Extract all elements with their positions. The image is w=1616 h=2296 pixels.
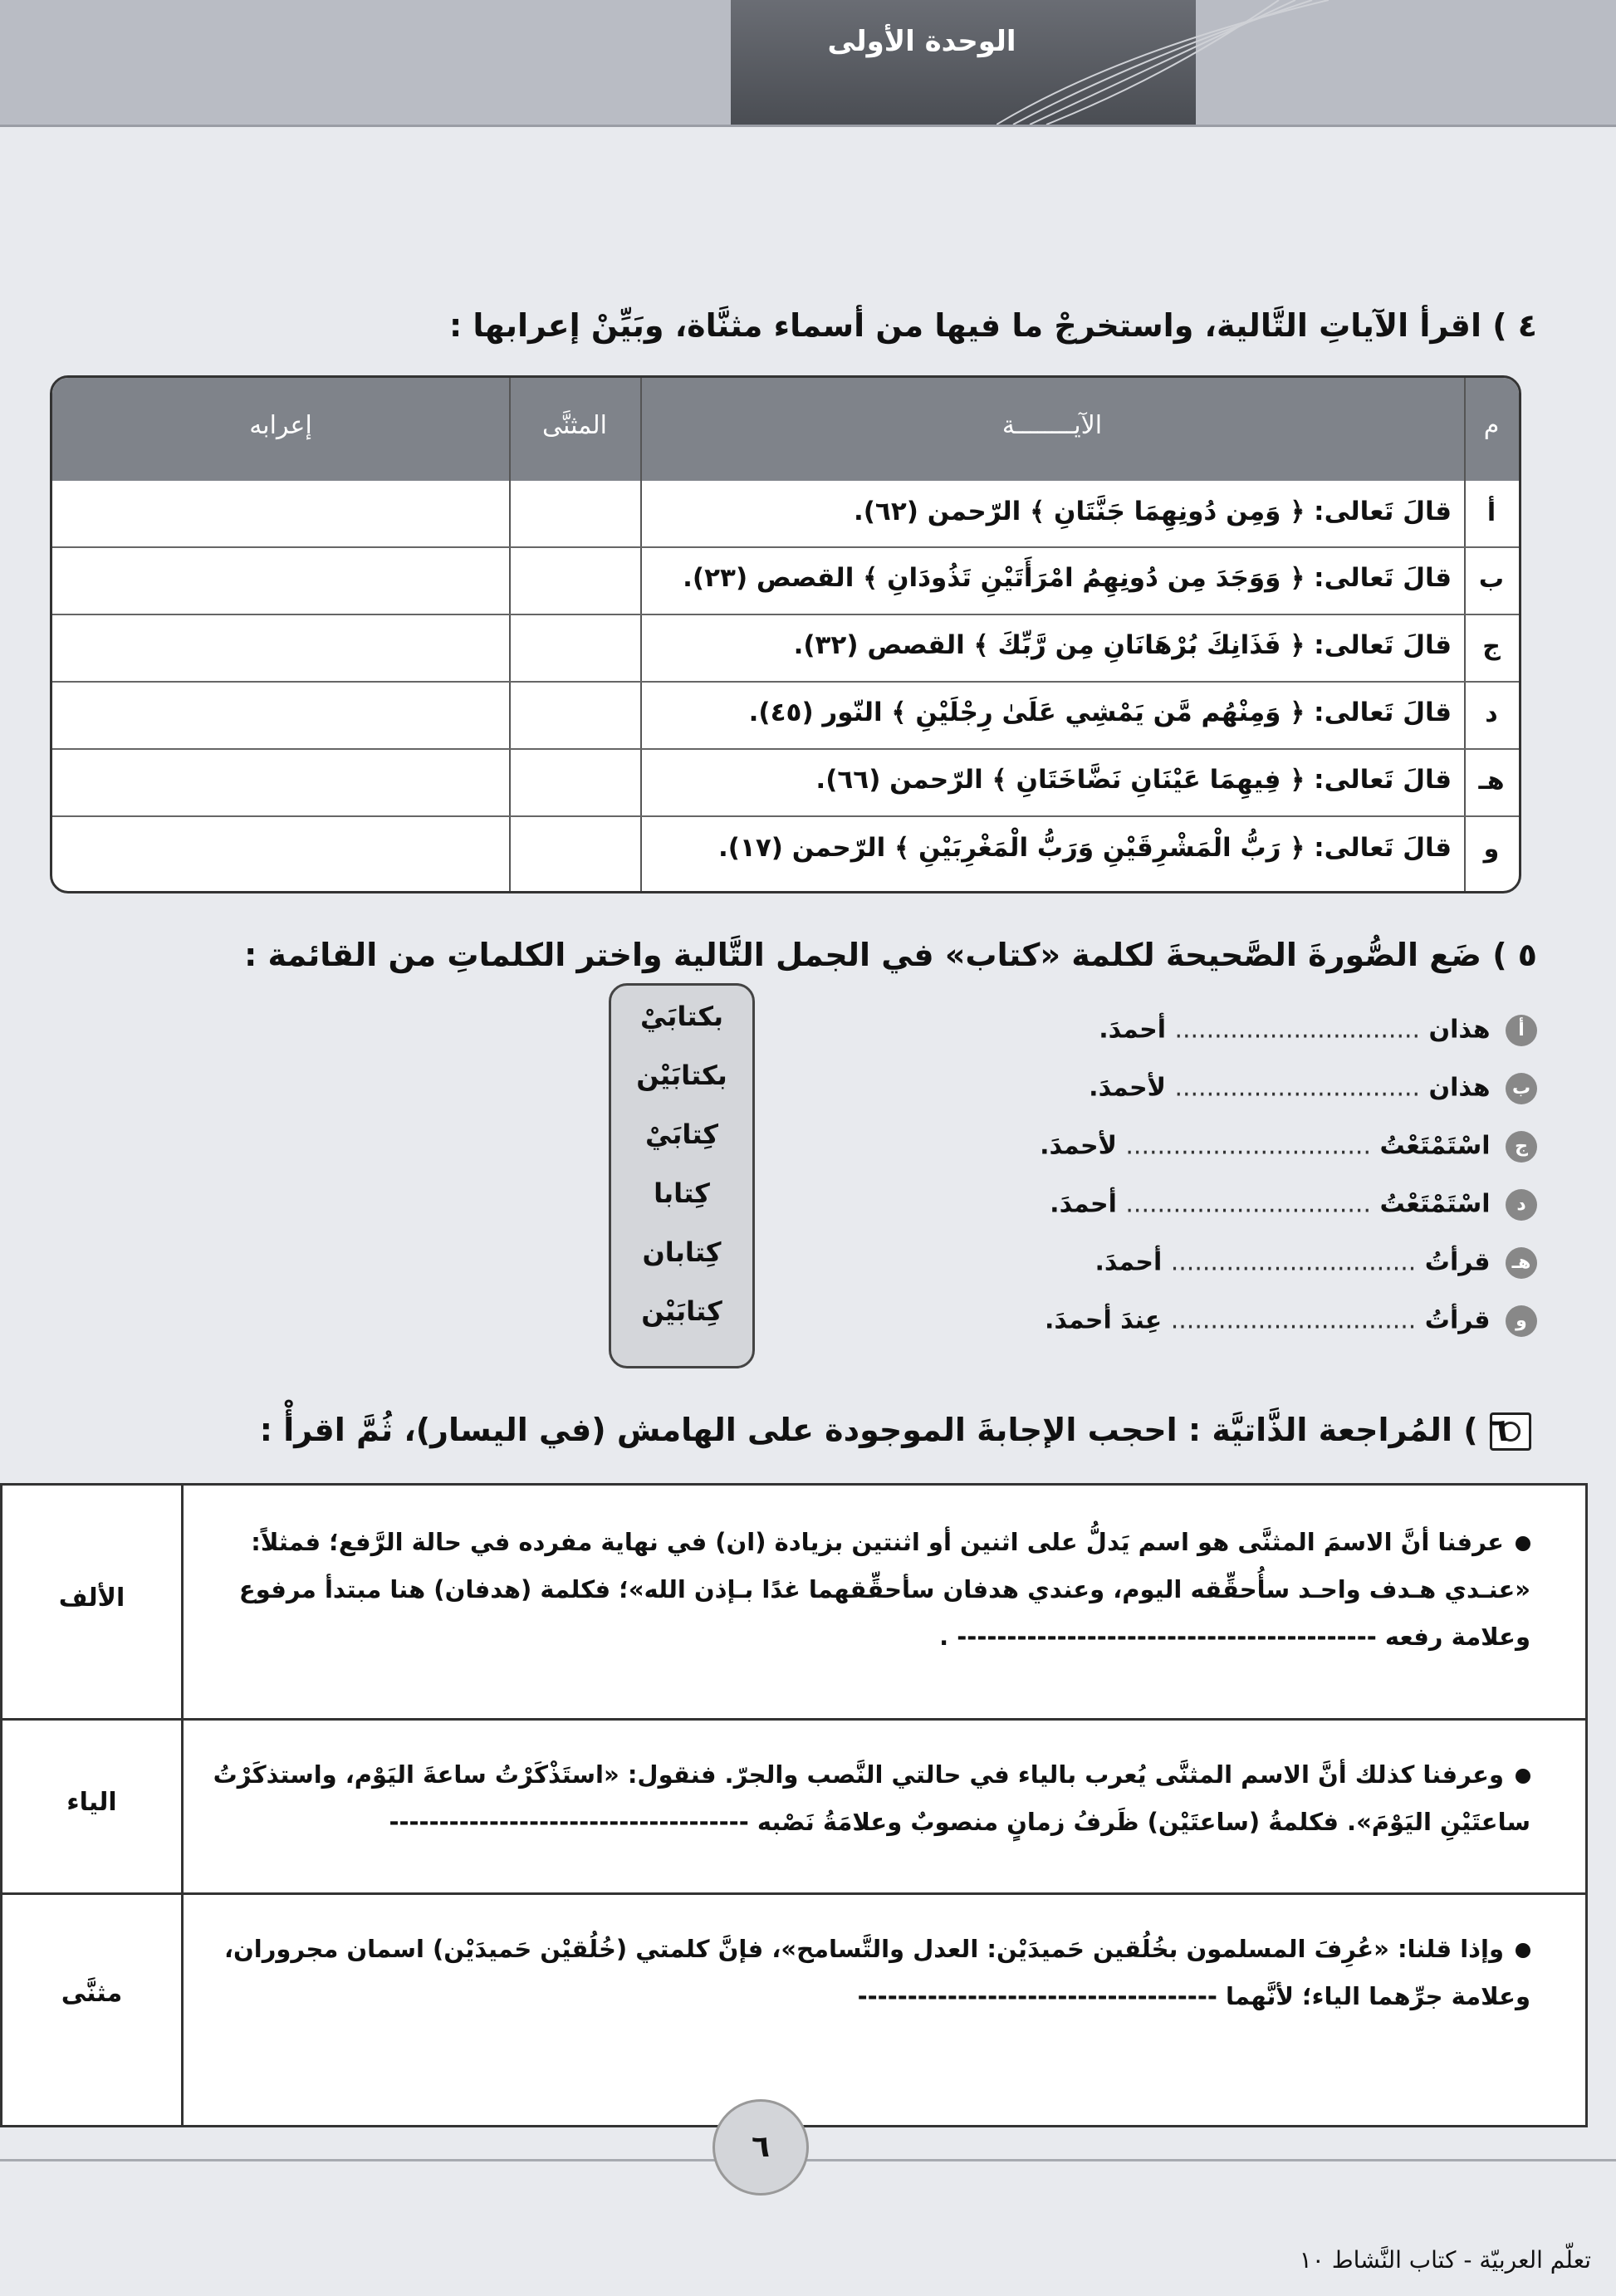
sentence-end: أحمدَ. (1094, 1247, 1163, 1277)
row-divider (2, 1892, 1585, 1895)
sentence-end: أحمدَ. (1099, 1015, 1166, 1045)
bullet-icon (1516, 1943, 1530, 1958)
review-text: عرفنا أنَّ الاسمَ المثنَّى هو اسم يَدلُّ على اثنين أو اثنتين بزيادة (ان) في نهاية مفرده في حالة الرَّفع؛ فمثلاً: «عنـدي هـدف واحـد سأُحقِّقه اليوم، وعندي هدفان سأحقِّقهما غدًا بـإذن الله»؛ فكلمة (هدفان) هنا مبتدأ مرفوع وعلامة رفعه ------------------------------------------ . (238, 1528, 1530, 1651)
review-text: وعرفنا كذلك أنَّ الاسم المثنَّى يُعرب بالياء في حالتي النَّصب والجرّ. فنقول: «استَذْكَرْتُ ساعةَ اليَوْم، واستذكَرْتُ ساعتَيْنِ اليَوْمَ». فكلمةُ (ساعتَيْن) ظَرفُ زمانٍ منصوبٌ وعلامَةُ نَصْبه ------------------------------------ (213, 1760, 1530, 1836)
margin-answer[interactable]: الياء (66, 1788, 117, 1817)
row-divider (52, 614, 1519, 615)
review-paragraph (202, 1751, 1530, 1846)
header-parsing: إعرابه (249, 411, 312, 440)
item-badge: و (1506, 1305, 1537, 1337)
review-paragraph (202, 1926, 1530, 2020)
item-badge: أ (1506, 1015, 1537, 1046)
sentence-start: اسْتَمْتَعْتُ (1379, 1189, 1491, 1219)
word-bank (609, 983, 755, 1368)
margin-answer[interactable]: الألف (58, 1584, 125, 1613)
word-option[interactable]: كِتابَيْ (644, 1119, 719, 1150)
answer-blank[interactable]: ............................... (1170, 1247, 1417, 1277)
footer-rule (0, 2159, 1616, 2161)
verses-table (50, 375, 1521, 893)
item-badge: د (1506, 1189, 1537, 1221)
sentence-start: قرأتُ (1424, 1247, 1491, 1277)
sentence-end: لأحمدَ. (1040, 1131, 1117, 1161)
header-dual: المثنَّى (542, 411, 607, 440)
sentence-line (790, 1015, 1537, 1046)
header-num: م (1483, 411, 1500, 440)
self-review-table (0, 1483, 1588, 2127)
verse-text: قالَ تَعالى: ﴿ وَوَجَدَ مِن دُونِهِمُ امْرَأَتَيْنِ تَذُودَانِ ﴾ القصص (٢٣). (683, 563, 1452, 593)
table-divider (181, 1486, 184, 2125)
table-divider (509, 378, 511, 891)
item-badge: ج (1506, 1131, 1537, 1163)
section-5-title: ٥ ) ضَع الصُّورةَ الصَّحيحةَ لكلمة «كتاب» في الجمل التَّالية واختر الكلماتِ من القائمة : (244, 937, 1537, 973)
answer-blank[interactable]: ............................... (1125, 1189, 1371, 1219)
answer-blank[interactable]: ............................... (1174, 1015, 1421, 1045)
margin-answer[interactable]: مثنَّى (61, 1979, 123, 2008)
sentence-end: عِندَ أحمدَ. (1045, 1305, 1163, 1335)
sentence-start: هذان (1428, 1015, 1491, 1045)
bullet-icon (1516, 1769, 1530, 1784)
row-letter: ج (1482, 632, 1501, 661)
review-text: وإذا قلنا: «عُرِفَ المسلمون بخُلُقين حَميدَيْن: العدل والتَّسامح»، فإنَّ كلمتي (خُلُقيْن حَميدَيْن) اسمان مجروران، وعلامة جرِّهما الياء؛ لأنَّهما ------------------------------------ (223, 1935, 1530, 2010)
answer-blank[interactable]: ............................... (1170, 1305, 1417, 1335)
review-paragraph (202, 1519, 1530, 1661)
verse-text: قالَ تَعالى: ﴿ وَمِنْهُم مَّن يَمْشِي عَلَىٰ رِجْلَيْنِ ﴾ النّور (٤٥). (748, 698, 1452, 727)
row-divider (52, 681, 1519, 683)
word-option[interactable]: كِتابان (642, 1236, 722, 1268)
sentence-line (790, 1131, 1537, 1163)
header-verse: الآيــــــــة (1001, 411, 1103, 440)
page-number: ٦ (713, 2099, 809, 2196)
sentence-end: أحمدَ. (1050, 1189, 1117, 1219)
word-option[interactable]: كِتابا (654, 1177, 710, 1209)
sentence-line (790, 1247, 1537, 1279)
page-header (0, 0, 1616, 127)
word-option[interactable]: بكتابَيْ (639, 1001, 724, 1032)
verse-text: قالَ تَعالى: ﴿ وَمِن دُونِهِمَا جَنَّتَانِ ﴾ الرّحمن (٦٢). (853, 497, 1452, 526)
sentence-end: لأحمدَ. (1089, 1073, 1166, 1103)
sentence-start: قرأتُ (1424, 1305, 1491, 1335)
sentence-start: اسْتَمْتَعْتُ (1379, 1131, 1491, 1161)
item-badge: هـ (1506, 1247, 1537, 1279)
row-letter: هـ (1478, 766, 1505, 796)
sentence-line (790, 1073, 1537, 1104)
row-letter: ب (1478, 565, 1505, 594)
item-badge: ب (1506, 1073, 1537, 1104)
row-letter: د (1485, 699, 1498, 728)
row-divider (52, 748, 1519, 750)
verse-text: قالَ تَعالى: ﴿ رَبُّ الْمَشْرِقَيْنِ وَرَبُّ الْمَغْرِبَيْنِ ﴾ الرّحمن (١٧). (717, 833, 1452, 863)
row-letter: و (1483, 835, 1500, 864)
unit-title: الوحدة الأولى (827, 25, 1016, 58)
row-divider (52, 815, 1519, 817)
section-4-title: ٤ ) اقرأ الآياتِ التَّالية، واستخرجْ ما فيها من أسماء مثنَّاة، وبَيِّنْ إعرابها : (448, 307, 1537, 344)
book-title: تعلّم العربيّة - كتاب النَّشاط ١٠ (1299, 2246, 1591, 2274)
verse-text: قالَ تَعالى: ﴿ فِيهِمَا عَيْنَانِ نَضَّاخَتَانِ ﴾ الرّحمن (٦٦). (815, 765, 1452, 795)
answer-blank[interactable]: ............................... (1125, 1131, 1371, 1161)
row-divider (2, 1718, 1585, 1721)
header-page-lines-graphic (997, 0, 1329, 125)
word-option[interactable]: كِتابَيْن (641, 1295, 722, 1327)
word-option[interactable]: بكتابَيْن (636, 1060, 727, 1091)
sentence-start: هذان (1428, 1073, 1491, 1103)
section-6-title: ٦ ) المُراجعة الذَّاتيَّة : احجب الإجابةَ الموجودة على الهامش (في اليسار)، ثُمَّ اقرأْ : (259, 1412, 1508, 1448)
sentence-line (790, 1189, 1537, 1221)
sentence-line (790, 1305, 1537, 1337)
row-divider (52, 546, 1519, 548)
row-letter: أ (1486, 498, 1496, 527)
bullet-icon (1516, 1536, 1530, 1551)
answer-blank[interactable]: ............................... (1174, 1073, 1421, 1103)
verse-text: قالَ تَعالى: ﴿ فَذَانِكَ بُرْهَانَانِ مِن رَّبِّكَ ﴾ القصص (٣٢). (793, 630, 1452, 660)
